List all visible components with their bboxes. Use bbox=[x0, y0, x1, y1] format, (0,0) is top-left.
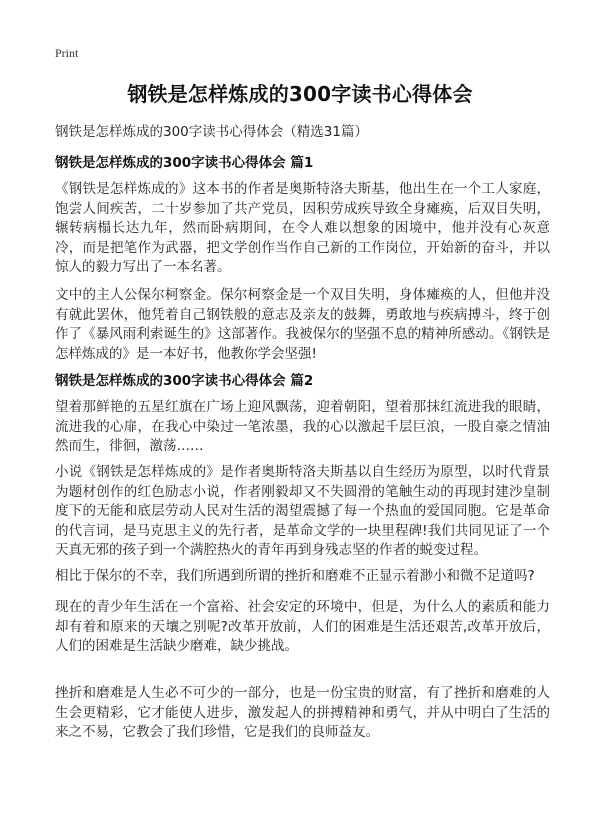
paragraph: 文中的主人公保尔柯察金。保尔柯察金是一个双目失明，身体瘫痪的人，但他并没有就此罢休，他凭着自己钢铁般的意志及亲友的鼓舞，勇敢地与疾病搏斗，终于创作了《暴风雨利索诞生的》这部著作。我被保尔的坚强不息的精神所感动。《钢铁是怎样炼成的》是一本好书，他教你学会坚强! bbox=[55, 287, 550, 362]
page-title: 钢铁是怎样炼成的300字读书心得体会 bbox=[127, 82, 473, 106]
paragraph: 望着那鲜艳的五星红旗在广场上迎风飘荡，迎着朝阳，望着那抹红流进我的眼睛，流进我的心扉，在我心中染过一笔浓墨，我的心以激起千层巨浪，一股自豪之情油然而生，徘徊，激荡…… bbox=[55, 399, 550, 455]
paragraph: 现在的青少年生活在一个富裕、社会安定的环境中，但是，为什么人的素质和能力却有着和原来的天壤之别呢?改革开放前，人们的困难是生活还艰苦,改革开放后，人们的困难是生活缺少磨难，缺少挑战。 bbox=[55, 599, 550, 655]
paragraph: 小说《钢铁是怎样炼成的》是作者奥斯特洛夫斯基以自生经历为原型，以时代背景为题材创作的红色励志小说，作者刚毅却又不失圆滑的笔触生动的再现封建沙皇制度下的无能和底层劳动人民对生活的渴望震撼了每一个热血的爱国同胞。它是革命的代言词，是马克思主义的先行者，是革命文学的一块里程碑!我们共同见证了一个天真无邪的孩子到一个满腔热火的青年再到身残志坚的作者的蜕变过程。 bbox=[55, 464, 550, 559]
paragraph: 相比于保尔的不幸，我们所遇到所谓的挫折和磨难不正显示着渺小和微不足道吗? bbox=[55, 568, 535, 584]
section-heading-1: 钢铁是怎样炼成的300字读书心得体会 篇1 bbox=[55, 155, 314, 171]
print-link[interactable]: Print bbox=[55, 46, 79, 60]
section-heading-2: 钢铁是怎样炼成的300字读书心得体会 篇2 bbox=[55, 373, 314, 389]
paragraph: 《钢铁是怎样炼成的》这本书的作者是奥斯特洛夫斯基，他出生在一个工人家庭，饱尝人间疾苦，二十岁参加了共产党员，因积劳成疾导致全身瘫痪，后双目失明，辗转病榻长达九年，然而卧病期间，在令人难以想象的困境中，他并没有心灰意冷，而是把笔作为武器，把文学创作当作自己新的工作岗位，开始新的奋斗，并以惊人的毅力写出了一本名著。 bbox=[55, 181, 550, 276]
paragraph: 挫折和磨难是人生必不可少的一部分，也是一份宝贵的财富，有了挫折和磨难的人生会更精彩，它才能使人进步，激发起人的拼搏精神和勇气，并从中明白了生活的来之不易，它教会了我们珍惜，它是我们的良师益友。 bbox=[55, 685, 550, 741]
page-subtitle: 钢铁是怎样炼成的300字读书心得体会（精选31篇） bbox=[55, 124, 368, 140]
